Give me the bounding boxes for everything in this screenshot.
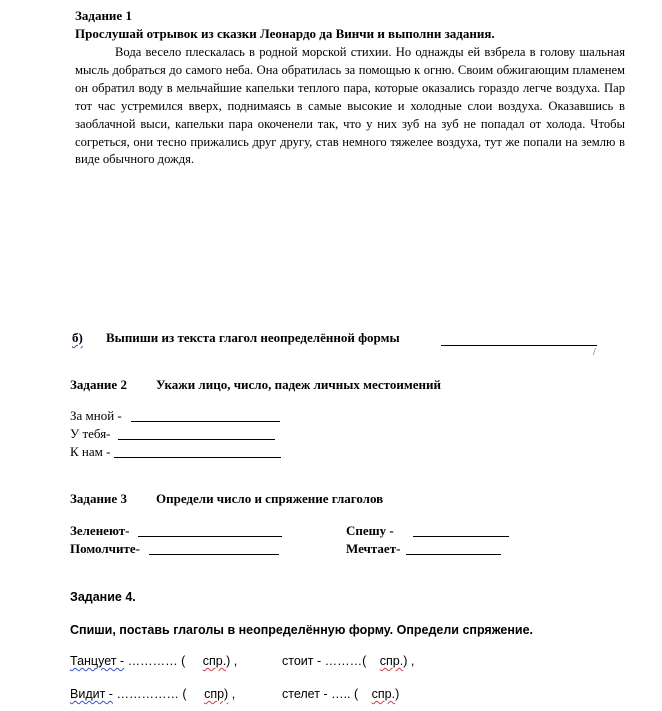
- task4-row: [70, 687, 235, 701]
- task3-instruction: Определи число и спряжение глаголов: [156, 491, 384, 506]
- answer-line: [118, 439, 275, 440]
- spr-label: спр.: [371, 687, 396, 701]
- task4-row: [282, 687, 399, 701]
- task2-item: У тебя-: [70, 426, 111, 441]
- answer-line: [138, 536, 282, 537]
- story-paragraph: Вода весело плескалась в родной морской стихии. Но однажды ей взбрела в голову шальная мысль добраться до самого неба. Она обратилась за помощью к огню. Своим обжигающим пламенем он обратил воду в мельчайшие капельки теплого пара, которые оказались гораздо легче воздуха. Пар тот час устремился вверх, поднимаясь в самые высокие и холодные слои воздуха. Оказавшись в заоблачной выси, капельки пара окоченели так, что у них зуб на зуб не попадал от холода. Чтобы согреться, они тесно прижались друг другу, став немного тяжелее воздуха, тут же попали на землю в виде обычного дождя.: [75, 45, 625, 167]
- verb: Танцует -: [70, 654, 125, 668]
- task2-title: Задание 2: [70, 377, 127, 392]
- task3-title: Задание 3: [70, 491, 127, 506]
- part-b-instruction: Выпиши из текста глагол неопределённой формы: [106, 330, 400, 345]
- answer-line: [406, 554, 501, 555]
- answer-line: [413, 536, 509, 537]
- task3-verb: Мечтает-: [346, 541, 401, 556]
- task2-item: За мной -: [70, 408, 122, 423]
- task3-verb: Помолчите-: [70, 541, 140, 556]
- answer-line: [131, 421, 280, 422]
- verb: Видит -: [70, 687, 113, 701]
- spr-label: спр): [204, 687, 229, 701]
- task4-row: [70, 654, 237, 668]
- dots: ………… (: [127, 654, 186, 668]
- verb: стоит -: [282, 654, 322, 668]
- part-b-marker: б): [72, 330, 83, 345]
- close-paren: ) ,: [403, 654, 415, 668]
- task3-verb: Зеленеют-: [70, 523, 130, 538]
- task4-row: [282, 654, 414, 668]
- close-paren: ): [395, 687, 400, 701]
- task1-title: Задание 1: [75, 8, 132, 23]
- spr-label: спр.: [379, 654, 404, 668]
- close-paren: ) ,: [226, 654, 238, 668]
- dots: ………(: [324, 654, 367, 668]
- task4-instruction: Спиши, поставь глаголы в неопределённую форму. Определи спряжение.: [70, 623, 534, 637]
- comma: ,: [231, 687, 236, 701]
- spr-label: спр.: [202, 654, 227, 668]
- dots: …………… (: [116, 687, 187, 701]
- task4-title: Задание 4.: [70, 590, 136, 604]
- answer-line: [114, 457, 281, 458]
- dots: ….. (: [331, 687, 359, 701]
- part-b-answer-line: [441, 345, 597, 346]
- task2-item: К нам -: [70, 444, 111, 459]
- task3-verb: Спешу -: [346, 523, 394, 538]
- task1-subtitle: Прослушай отрывок из сказки Леонардо да Винчи и выполни задания.: [75, 26, 495, 41]
- answer-line: [149, 554, 279, 555]
- verb: стелет -: [282, 687, 328, 701]
- task2-instruction: Укажи лицо, число, падеж личных местоимений: [156, 377, 441, 392]
- slash-mark: /: [593, 347, 596, 358]
